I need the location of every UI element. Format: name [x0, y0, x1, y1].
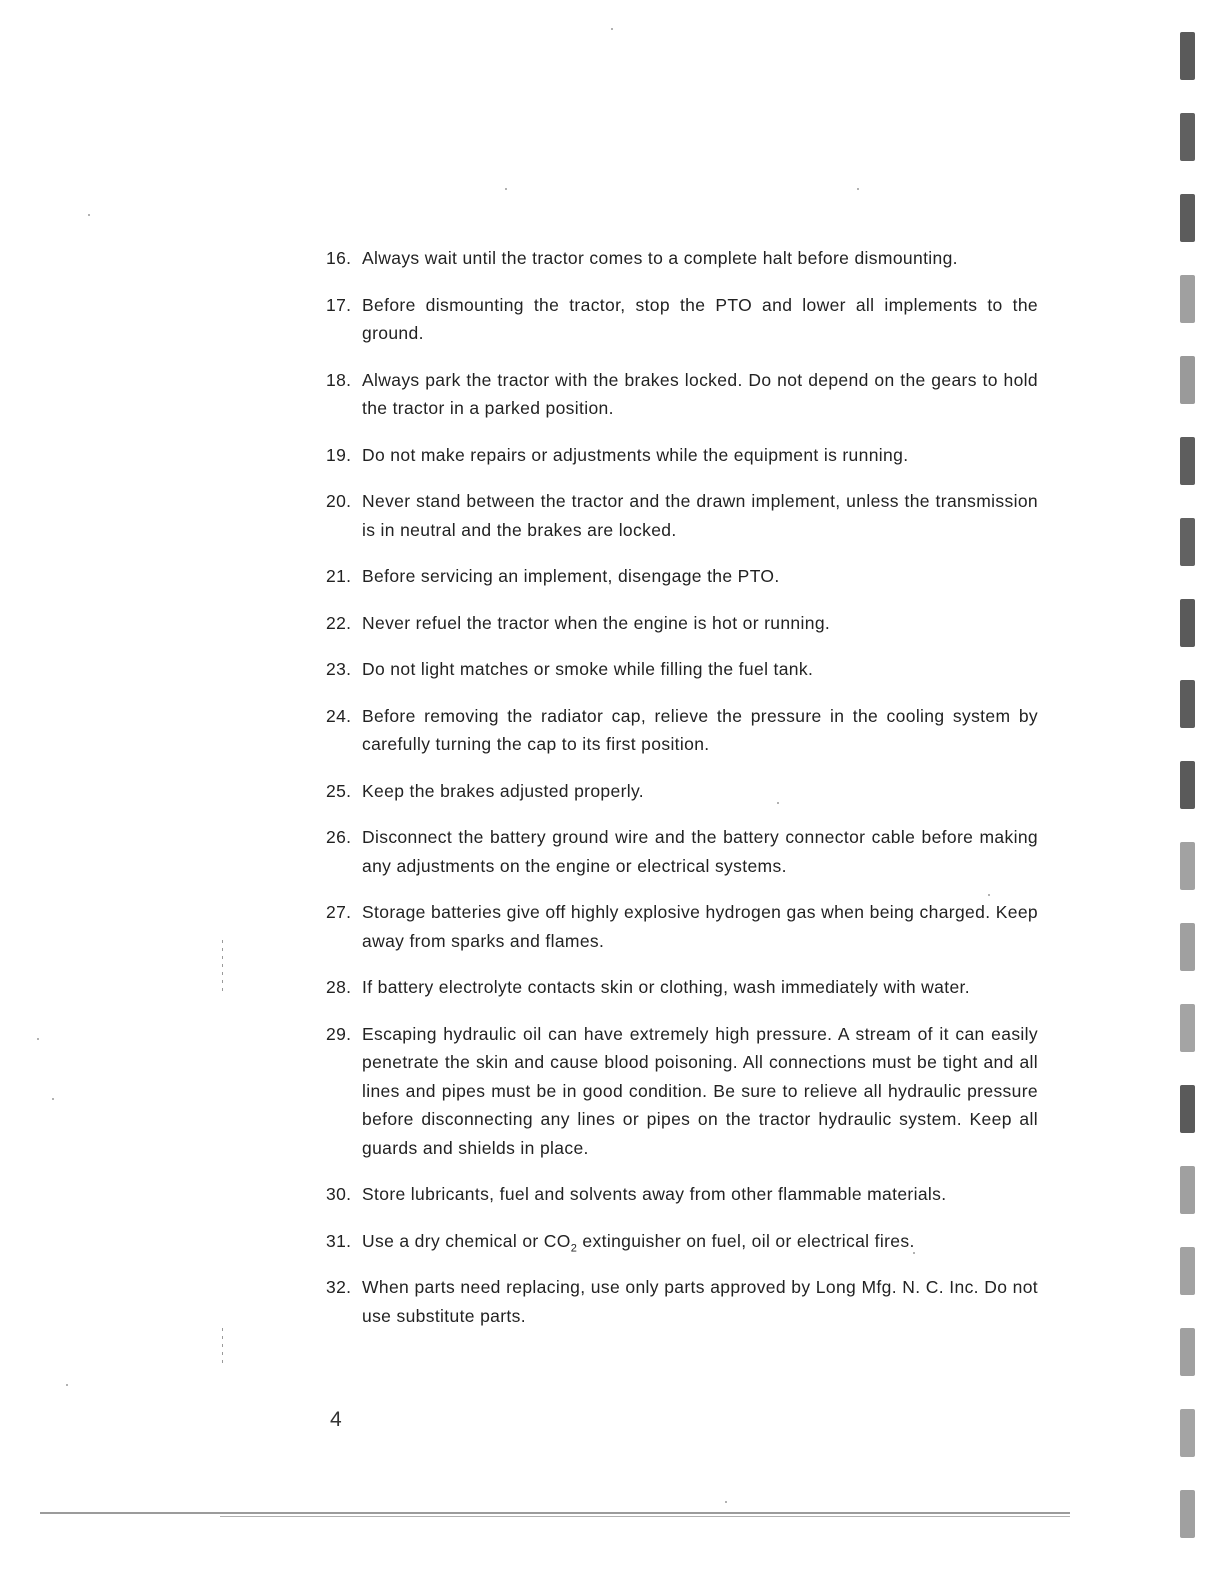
- list-item-31: [326, 1227, 1038, 1256]
- item-number: 21.: [326, 566, 352, 586]
- item-text: Store lubricants, fuel and solvents away from other flammable materials.: [362, 1184, 947, 1204]
- scan-speck: [777, 802, 779, 804]
- edge-mark: [1180, 599, 1195, 647]
- scan-edge-marks: [1180, 0, 1196, 1584]
- list-item-24: [326, 702, 1038, 759]
- list-item-21: [326, 562, 1038, 591]
- item-text-part: extinguisher on fuel, oil or electrical fires.: [577, 1230, 915, 1251]
- scan-speck: [913, 1252, 915, 1254]
- scan-speck: [857, 188, 859, 190]
- item-text: Before dismounting the tractor, stop the PTO and lower all implements to the ground.: [362, 294, 1038, 343]
- list-item-22: [326, 609, 1038, 638]
- item-text: Always wait until the tractor comes to a complete halt before dismounting.: [362, 248, 958, 268]
- item-text: Before removing the radiator cap, relieve the pressure in the cooling system by carefully turning the cap to its first position.: [362, 705, 1038, 754]
- list-item-16: [326, 244, 1038, 273]
- list-item-20: [326, 487, 1038, 544]
- edge-mark: [1180, 1490, 1195, 1538]
- scan-bottom-line-secondary: [220, 1516, 1070, 1517]
- list-item-29: [326, 1020, 1038, 1163]
- item-number: 25.: [326, 780, 352, 801]
- scan-bottom-line: [40, 1512, 1070, 1514]
- item-number: 24.: [326, 705, 352, 726]
- edge-mark: [1180, 1409, 1195, 1457]
- item-text: Before servicing an implement, disengage the PTO.: [362, 566, 780, 586]
- item-text: Do not light matches or smoke while filling the fuel tank.: [362, 659, 814, 679]
- item-text: If battery electrolyte contacts skin or clothing, wash immediately with water.: [362, 977, 970, 997]
- item-number: 22.: [326, 612, 352, 633]
- item-text-part: Use a dry chemical or CO: [362, 1230, 571, 1251]
- item-number: 31.: [326, 1230, 352, 1251]
- item-text: Escaping hydraulic oil can have extremely high pressure. A stream of it can easily penetrate the skin and cause blood poisoning. All connections must be tight and all lines and pipes must be in good condition. Be sure to relieve all hydraulic pressure before disconnecting any lines or pipes on the tractor hydraulic system. Keep all guards and shields in place.: [362, 1023, 1038, 1158]
- scan-speck: [88, 214, 90, 216]
- edge-mark: [1180, 1004, 1195, 1052]
- list-item-32: [326, 1273, 1038, 1330]
- item-number: 18.: [326, 369, 352, 390]
- list-item-17: [326, 291, 1038, 348]
- page-number: 4: [330, 1408, 342, 1431]
- scan-speck: [505, 188, 507, 190]
- edge-mark: [1180, 356, 1195, 404]
- item-number: 20.: [326, 491, 352, 511]
- list-item-25: [326, 777, 1038, 806]
- list-item-27: [326, 898, 1038, 955]
- item-number: 16.: [326, 248, 352, 268]
- scan-speck: [66, 1384, 68, 1386]
- item-number: 28.: [326, 977, 352, 997]
- item-text: Do not make repairs or adjustments while the equipment is running.: [362, 444, 909, 465]
- item-text: [362, 1227, 1038, 1256]
- item-number: 32.: [326, 1277, 352, 1297]
- item-text: Keep the brakes adjusted properly.: [362, 780, 645, 801]
- item-text: Never stand between the tractor and the drawn implement, unless the transmission is in neutral and the brakes are locked.: [362, 491, 1038, 540]
- scan-speck: [611, 28, 613, 30]
- edge-mark: [1180, 275, 1195, 323]
- edge-mark: [1180, 680, 1195, 728]
- item-text: Storage batteries give off highly explosive hydrogen gas when being charged. Keep away from sparks and flames.: [362, 902, 1038, 951]
- scan-speck: [725, 1501, 727, 1503]
- edge-mark: [1180, 923, 1195, 971]
- edge-mark: [1180, 1085, 1195, 1133]
- item-text: Always park the tractor with the brakes locked. Do not depend on the gears to hold the tractor in a parked position.: [362, 369, 1038, 418]
- list-item-18: [326, 366, 1038, 423]
- item-number: 23.: [326, 659, 352, 679]
- item-text: Never refuel the tractor when the engine is hot or running.: [362, 612, 831, 633]
- item-number: 17.: [326, 294, 352, 315]
- item-number: 29.: [326, 1023, 352, 1044]
- item-number: 19.: [326, 444, 352, 465]
- edge-mark: [1180, 518, 1195, 566]
- edge-mark: [1180, 113, 1195, 161]
- list-item-19: [326, 441, 1038, 470]
- edge-mark: [1180, 1247, 1195, 1295]
- edge-mark: [1180, 194, 1195, 242]
- item-number: 26.: [326, 827, 352, 847]
- edge-mark: [1180, 32, 1195, 80]
- scan-speck: [52, 1098, 54, 1100]
- item-text: Disconnect the battery ground wire and the battery connector cable before making any adjustments on the engine or electrical systems.: [362, 827, 1038, 876]
- item-number: 30.: [326, 1184, 352, 1204]
- item-number: 27.: [326, 902, 352, 922]
- edge-mark: [1180, 842, 1195, 890]
- list-item-28: [326, 973, 1038, 1002]
- scan-dashed-mark: [222, 940, 223, 995]
- safety-instructions-list: [326, 244, 1038, 1348]
- list-item-30: [326, 1180, 1038, 1209]
- scan-speck: [37, 1038, 39, 1040]
- scan-dashed-mark: [222, 1328, 223, 1364]
- list-item-23: [326, 655, 1038, 684]
- item-text: When parts need replacing, use only parts approved by Long Mfg. N. C. Inc. Do not use substitute parts.: [362, 1277, 1038, 1326]
- subscript-two: 2: [570, 1242, 578, 1254]
- scan-speck: [988, 894, 990, 896]
- edge-mark: [1180, 1166, 1195, 1214]
- edge-mark: [1180, 1328, 1195, 1376]
- edge-mark: [1180, 761, 1195, 809]
- list-item-26: [326, 823, 1038, 880]
- edge-mark: [1180, 437, 1195, 485]
